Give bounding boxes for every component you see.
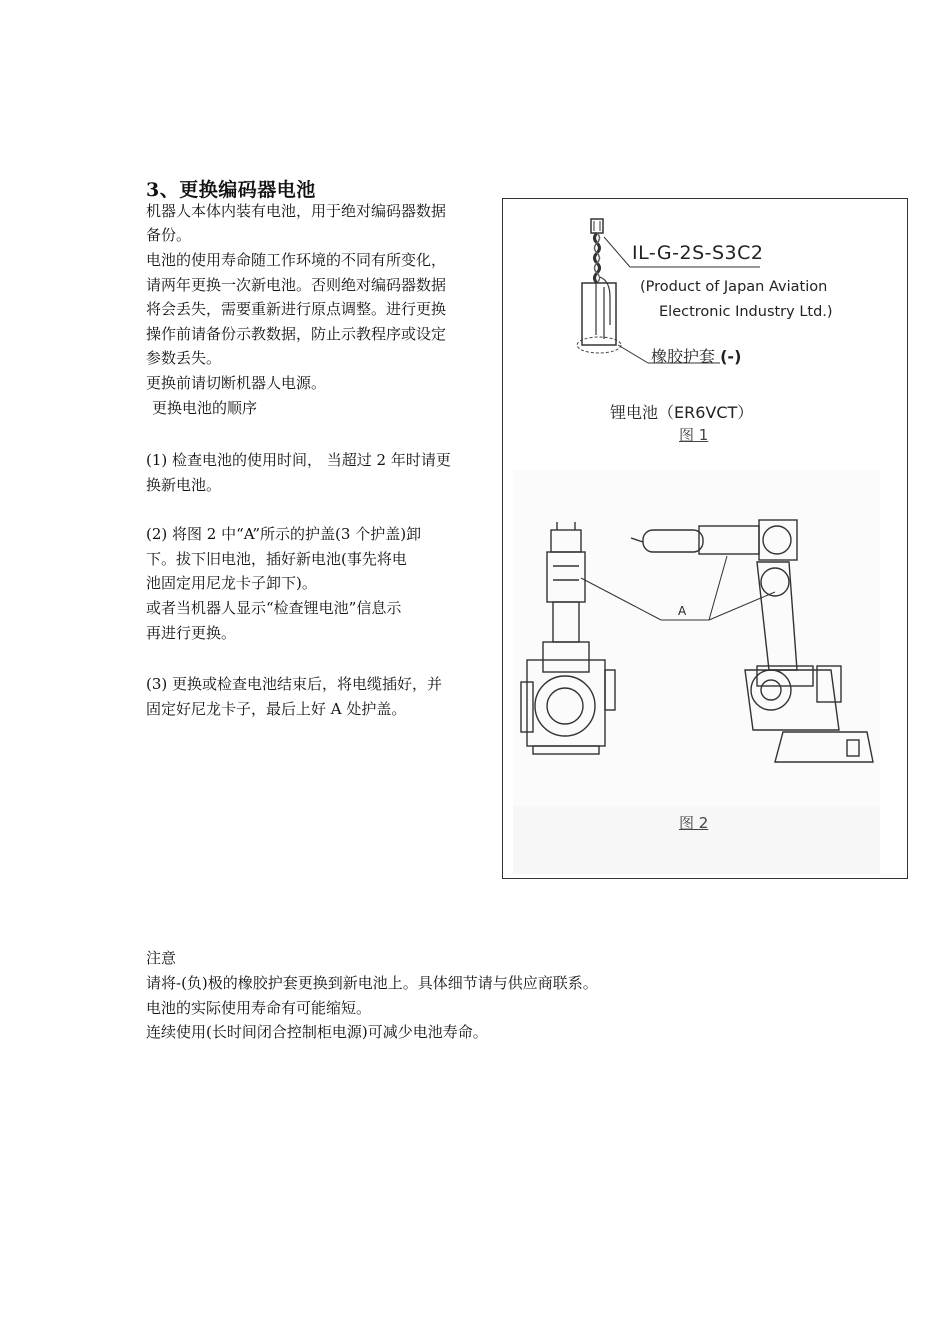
step-3-cont: 固定好尼龙卡子，最后上好 A 处护盖。 [146,700,407,718]
manufacturer-line-2: Electronic Industry Ltd.) [659,304,833,320]
marker-a-label: A [678,604,687,618]
step-2-line3: 池固定用尼龙卡子卸下)。 [146,574,317,592]
intro-paragraph-1-cont: 备份。 [146,226,192,244]
figure-1-caption: 图 1 [679,426,709,444]
step-2-line2: 下。拔下旧电池，插好新电池(事先将电 [146,550,407,568]
connector-label: IL-G-2S-S3C2 [632,242,764,264]
rubber-cover-label: 橡胶护套 (-) [651,347,742,366]
intro-paragraph-2-line2: 请两年更换一次新电池。否则绝对编码器数据 [146,276,447,294]
procedure-heading: 更换电池的顺序 [152,399,258,417]
figure-2-caption: 图 2 [679,814,709,832]
step-1-cont: 换新电池。 [146,476,222,494]
note-2: 电池的实际使用寿命有可能缩短。 [146,999,372,1017]
intro-paragraph-2: 电池的使用寿命随工作环境的不同有所变化， [146,251,447,269]
notes-title: 注意 [146,949,177,967]
step-2-line4: 或者当机器人显示“检查锂电池”信息示 [146,599,402,617]
battery-caption: 锂电池（ER6VCT） [610,403,754,422]
note-3: 连续使用(长时间闭合控制柜电源)可减少电池寿命。 [146,1023,488,1041]
intro-paragraph-2-line4: 操作前请备份示教数据，防止示教程序或设定 [146,325,447,343]
intro-paragraph-2-line5: 参数丢失。 [146,349,222,367]
power-off-note: 更换前请切断机器人电源。 [146,374,327,392]
manufacturer-line-1: (Product of Japan Aviation [640,279,828,295]
intro-paragraph-1: 机器人本体内装有电池，用于绝对编码器数据 [146,202,447,220]
step-2: (2) 将图 2 中“A”所示的护盖(3 个护盖)卸 [146,525,422,543]
step-1: (1) 检查电池的使用时间， 当超过 2 年时请更 [146,451,451,469]
step-3: (3) 更换或检查电池结束后，将电缆插好，并 [146,675,443,693]
robot-arm-illustration [513,470,880,806]
intro-paragraph-2-line3: 将会丢失，需要重新进行原点调整。进行更换 [146,300,447,318]
section-title: 3、更换编码器电池 [146,179,316,201]
note-1: 请将-(负)极的橡胶护套更换到新电池上。具体细节请与供应商联系。 [146,974,598,992]
step-2-line5: 再进行更换。 [146,624,237,642]
